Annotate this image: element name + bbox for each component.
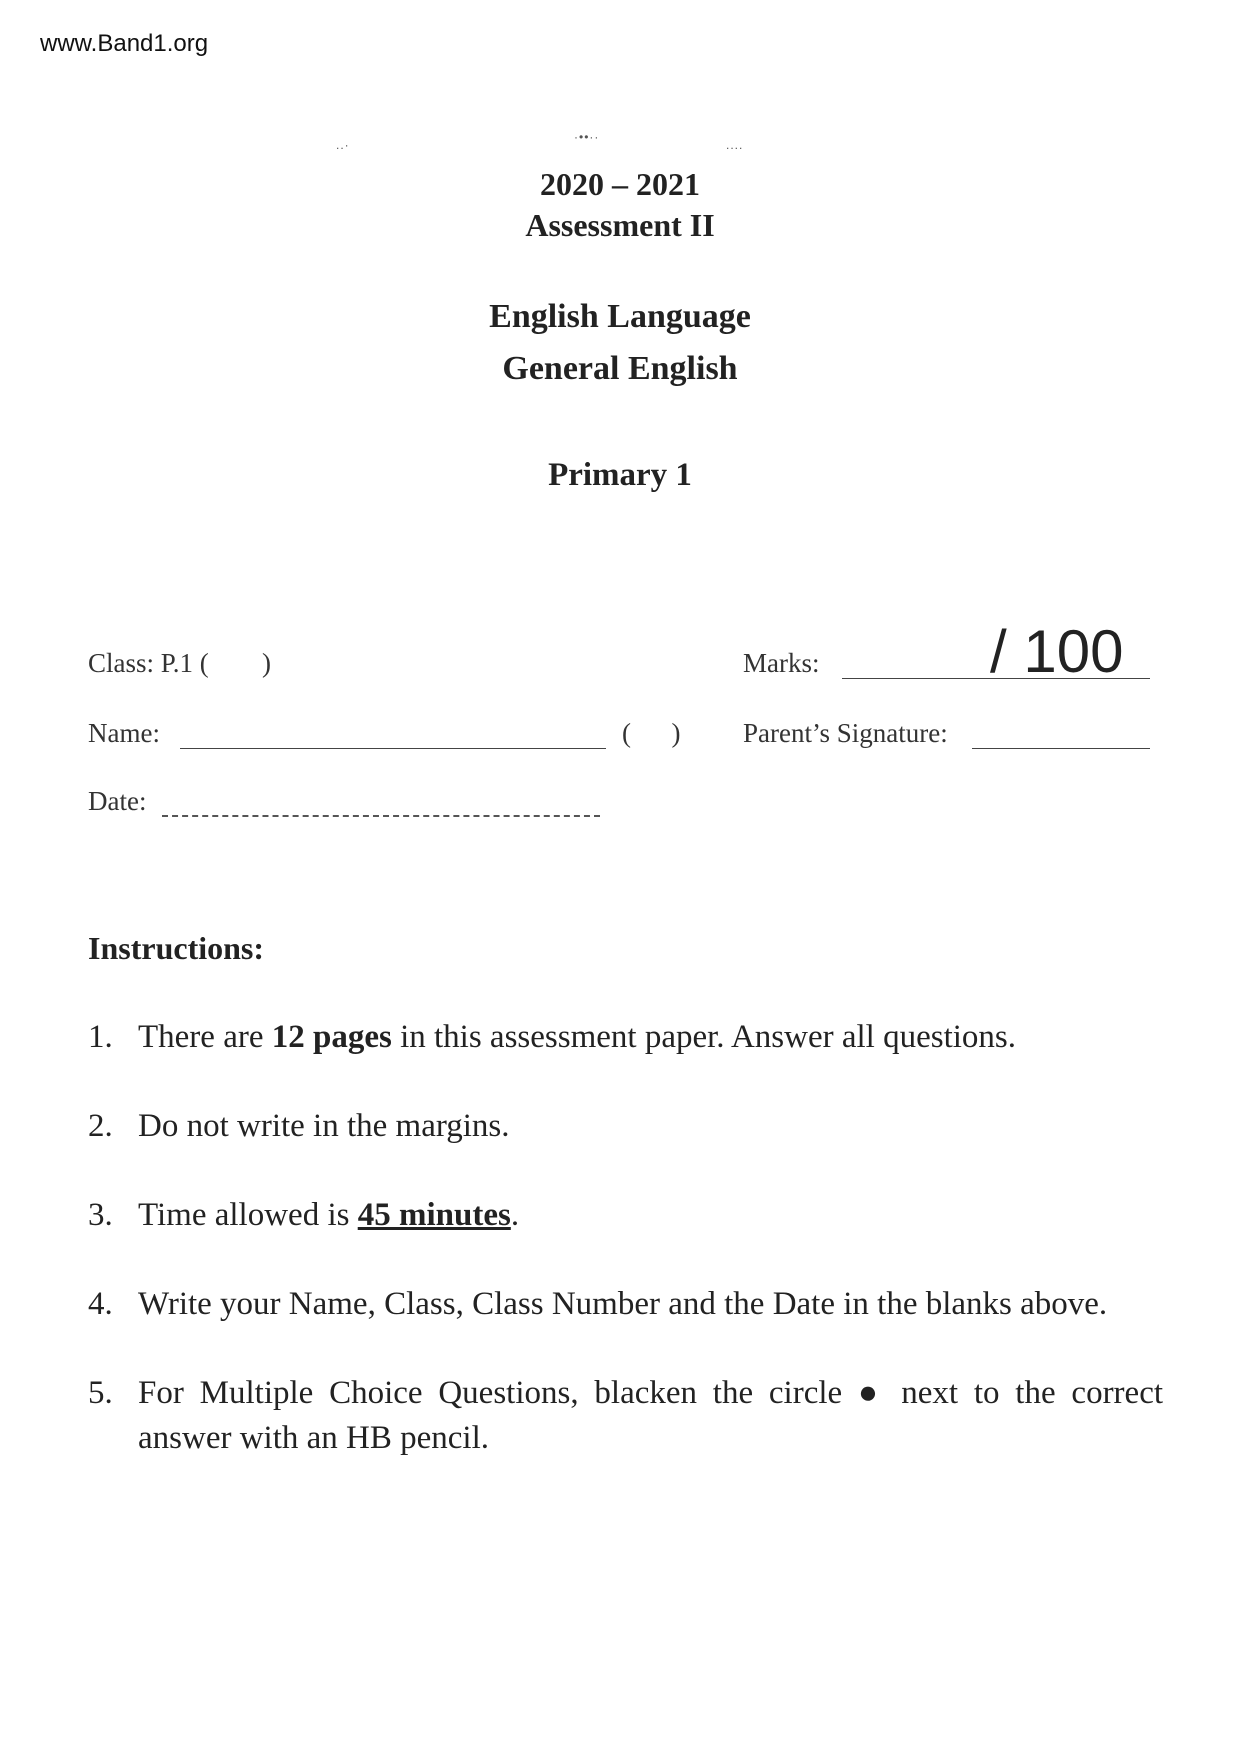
instruction-number: 1. bbox=[88, 1019, 113, 1055]
watermark-url: www.Band1.org bbox=[40, 30, 209, 57]
instruction-item: 2. Do not write in the margins. bbox=[88, 1104, 1163, 1149]
marks-label: Marks: bbox=[743, 648, 820, 678]
instruction-number: 5. bbox=[88, 1375, 113, 1411]
level-title: Primary 1 bbox=[548, 457, 692, 493]
instruction-number: 2. bbox=[88, 1108, 113, 1144]
date-blank[interactable] bbox=[162, 815, 600, 817]
scan-speck: ..· bbox=[336, 138, 350, 152]
class-close-bracket: ) bbox=[262, 648, 271, 678]
filled-circle-icon: ● bbox=[857, 1375, 886, 1411]
instruction-item: 3. Time allowed is 45 minutes. bbox=[88, 1193, 1163, 1238]
instruction-number: 3. bbox=[88, 1197, 113, 1233]
name-blank[interactable] bbox=[180, 748, 606, 749]
scan-speck: ·••·· bbox=[574, 130, 600, 144]
time-allowed: 45 minutes bbox=[357, 1197, 511, 1233]
scan-speck: .... bbox=[726, 138, 744, 152]
instruction-item: 5. For Multiple Choice Questions, blacken the circle ● next to the correct answer with an HB pencil. bbox=[88, 1371, 1163, 1461]
school-year: 2020 – 2021 bbox=[540, 166, 700, 202]
marks-total: / 100 bbox=[990, 618, 1124, 685]
instructions-heading: Instructions: bbox=[88, 930, 265, 966]
signature-label: Parent’s Signature: bbox=[743, 718, 948, 748]
instruction-number: 4. bbox=[88, 1286, 113, 1322]
page-count: 12 pages bbox=[271, 1019, 392, 1055]
class-label: Class: P.1 ( bbox=[88, 648, 209, 678]
subject-title: English Language bbox=[489, 298, 751, 335]
paper-title: General English bbox=[502, 350, 738, 387]
instruction-item: 4. Write your Name, Class, Class Number and the Date in the blanks above. bbox=[88, 1282, 1163, 1327]
class-number-brackets: ( ) bbox=[622, 718, 681, 748]
date-label: Date: bbox=[88, 786, 147, 816]
name-label: Name: bbox=[88, 718, 160, 748]
instruction-item: 1. There are 12 pages in this assessment paper. Answer all questions. bbox=[88, 1015, 1163, 1060]
assessment-title: Assessment II bbox=[525, 207, 715, 243]
signature-blank[interactable] bbox=[972, 748, 1150, 749]
